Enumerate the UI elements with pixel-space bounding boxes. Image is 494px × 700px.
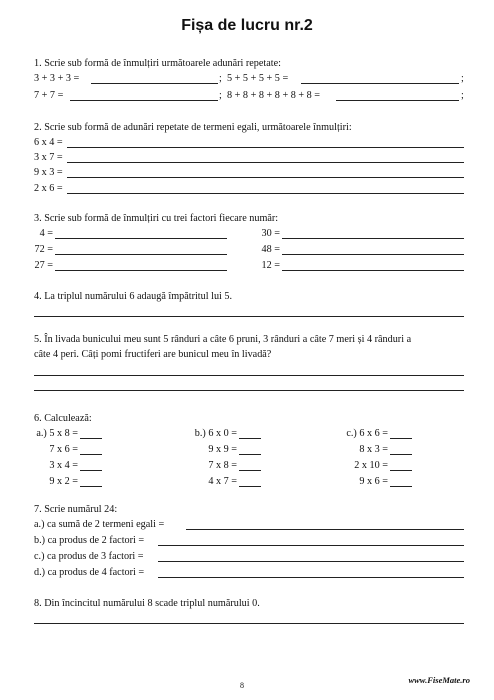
worksheet-title: Fișa de lucru nr.2 [181, 17, 313, 34]
answer-blank[interactable] [186, 529, 464, 530]
site-watermark: www.FiseMate.ro [408, 675, 470, 685]
ex6-item: 7 x 8 = [208, 460, 237, 471]
ex3-item: 4 = [39, 228, 53, 239]
ex8-heading: 8. Din încincitul numărului 8 scade triplul numărului 0. [34, 598, 260, 609]
answer-blank[interactable] [158, 545, 464, 546]
ex1-item: 3 + 3 + 3 = [34, 73, 80, 84]
answer-blank[interactable] [282, 270, 464, 271]
ex2-item: 9 x 3 = [34, 167, 63, 178]
ex6-heading: 6. Calculează: [34, 413, 92, 424]
answer-blank[interactable] [390, 438, 412, 439]
answer-blank[interactable] [336, 100, 459, 101]
answer-blank[interactable] [67, 177, 464, 178]
ex2-heading: 2. Scrie sub formă de adunări repetate de termeni egali, următoarele înmulțiri: [34, 122, 352, 133]
separator: ; [461, 90, 464, 101]
answer-blank[interactable] [55, 254, 227, 255]
answer-blank[interactable] [80, 470, 102, 471]
ex4-heading: 4. La triplul numărului 6 adaugă împătritul lui 5. [34, 291, 233, 302]
ex1-item: 5 + 5 + 5 + 5 = [227, 73, 289, 84]
answer-blank[interactable] [239, 438, 261, 439]
ex6-item: 2 x 10 = [354, 460, 388, 471]
answer-blank[interactable] [34, 375, 464, 376]
answer-blank[interactable] [80, 454, 102, 455]
ex7-heading: 7. Scrie numărul 24: [34, 504, 118, 515]
answer-blank[interactable] [158, 561, 464, 562]
ex3-heading: 3. Scrie sub formă de înmulțiri cu trei factori fiecare număr: [34, 213, 279, 224]
ex2-item: 2 x 6 = [34, 183, 63, 194]
ex6-item: c.) 6 x 6 = [346, 428, 388, 439]
answer-blank[interactable] [301, 83, 459, 84]
page-number: 8 [240, 681, 244, 690]
answer-blank[interactable] [80, 486, 102, 487]
answer-blank[interactable] [67, 147, 464, 148]
ex6-item: 7 x 6 = [49, 444, 78, 455]
ex2-item: 6 x 4 = [34, 137, 63, 148]
answer-blank[interactable] [239, 454, 261, 455]
answer-blank[interactable] [390, 454, 412, 455]
answer-blank[interactable] [239, 470, 261, 471]
ex5-heading-line2: câte 4 peri. Câți pomi fructiferi are bunicul meu în livadă? [34, 349, 272, 360]
ex6-item: 3 x 4 = [49, 460, 78, 471]
ex7-item: c.) ca produs de 3 factori = [34, 551, 144, 562]
answer-blank[interactable] [282, 238, 464, 239]
ex7-item: b.) ca produs de 2 factori = [34, 535, 145, 546]
ex1-heading: 1. Scrie sub formă de înmulțiri următoarele adunări repetate: [34, 58, 281, 69]
answer-blank[interactable] [390, 486, 412, 487]
answer-blank[interactable] [91, 83, 218, 84]
answer-blank[interactable] [282, 254, 464, 255]
answer-blank[interactable] [80, 438, 102, 439]
answer-blank[interactable] [34, 623, 464, 624]
ex3-item: 72 = [34, 244, 53, 255]
separator: ; [219, 90, 222, 101]
ex6-item: b.) 6 x 0 = [194, 428, 237, 439]
ex3-item: 12 = [261, 260, 280, 271]
ex3-item: 27 = [34, 260, 53, 271]
answer-blank[interactable] [55, 238, 227, 239]
answer-blank[interactable] [239, 486, 261, 487]
ex1-item: 8 + 8 + 8 + 8 + 8 + 8 = [227, 90, 321, 101]
ex6-item: 9 x 2 = [49, 476, 78, 487]
ex7-item: a.) ca sumă de 2 termeni egali = [34, 519, 165, 530]
answer-blank[interactable] [158, 577, 464, 578]
ex3-item: 30 = [261, 228, 280, 239]
ex2-item: 3 x 7 = [34, 152, 63, 163]
answer-blank[interactable] [34, 316, 464, 317]
separator: ; [219, 73, 222, 84]
separator: ; [461, 73, 464, 84]
ex6-item: 8 x 3 = [359, 444, 388, 455]
answer-blank[interactable] [67, 193, 464, 194]
answer-blank[interactable] [70, 100, 218, 101]
ex6-item: 4 x 7 = [208, 476, 237, 487]
answer-blank[interactable] [67, 162, 464, 163]
answer-blank[interactable] [34, 390, 464, 391]
ex7-item: d.) ca produs de 4 factori = [34, 567, 145, 578]
ex6-item: 9 x 9 = [208, 444, 237, 455]
answer-blank[interactable] [55, 270, 227, 271]
answer-blank[interactable] [390, 470, 412, 471]
ex5-heading-line1: 5. În livada bunicului meu sunt 5 rânduri a câte 6 pruni, 3 rânduri a câte 7 meri și 4 rânduri a [34, 334, 412, 345]
ex6-item: a.) 5 x 8 = [36, 428, 78, 439]
ex1-item: 7 + 7 = [34, 90, 64, 101]
ex6-item: 9 x 6 = [359, 476, 388, 487]
ex3-item: 48 = [261, 244, 280, 255]
